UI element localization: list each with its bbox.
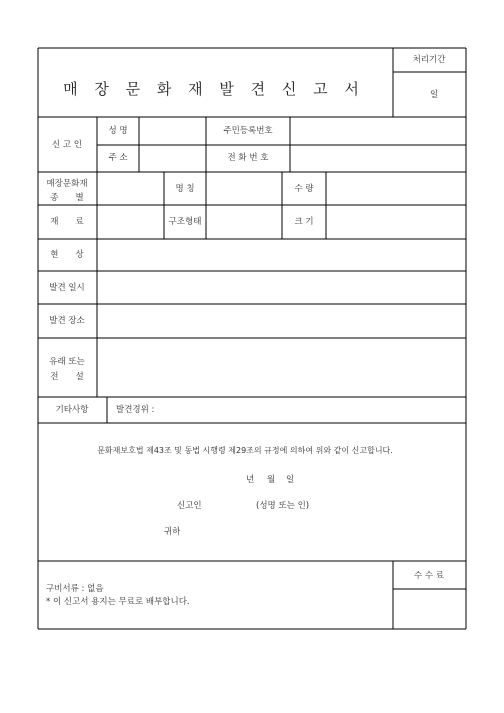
quantity-label: 수 량 — [294, 184, 314, 194]
found-date-label: 발견 일시 — [49, 283, 85, 293]
discovery-circumstances-label: 발견경위 : — [116, 405, 155, 415]
found-place-field[interactable] — [100, 305, 463, 337]
heritage-name-label: 명 칭 — [175, 184, 195, 194]
declaration-statement: 문화재보호법 제43조 및 동법 시행령 제29조의 규정에 의하여 위와 같이 신고합니다. — [97, 446, 393, 455]
size-field[interactable] — [329, 206, 463, 238]
quantity-field[interactable] — [329, 173, 463, 204]
other-notes-label: 기타사항 — [55, 405, 89, 415]
reporter-section-label: 신 고 인 — [51, 140, 83, 150]
address-field[interactable] — [142, 146, 204, 171]
heritage-name-field[interactable] — [209, 173, 280, 204]
found-place-label: 발견 장소 — [49, 316, 85, 326]
fee-field[interactable] — [396, 591, 464, 627]
date-month-label: 월 — [267, 475, 276, 485]
address-label: 주 소 — [108, 153, 128, 163]
origin-legend-label: 유래 또는 — [49, 357, 85, 367]
heritage-type-label-line2: 종 별 — [50, 193, 84, 203]
form-title: 매 장 문 화 재 발 견 신 고 서 — [63, 80, 365, 98]
phone-label: 전 화 번 호 — [227, 153, 269, 163]
found-date-field[interactable] — [100, 272, 463, 303]
discovery-circumstances-field[interactable] — [160, 398, 463, 422]
resident-id-label: 주민등록번호 — [223, 126, 273, 136]
free-distribution-note: * 이 신고서 용지는 무료로 배부합니다. — [46, 597, 190, 607]
material-label: 재 료 — [50, 217, 84, 227]
heritage-type-field[interactable] — [100, 173, 162, 204]
date-year-label: 년 — [246, 475, 255, 485]
phone-field[interactable] — [293, 146, 463, 171]
date-day-label: 일 — [286, 475, 295, 485]
reporter-sign-label: 신고인 — [177, 501, 202, 511]
fee-label: 수 수 료 — [413, 571, 445, 581]
origin-legend-field[interactable] — [100, 339, 463, 396]
recipient-label: 귀하 — [164, 527, 181, 537]
heritage-type-label: 매장문화재 — [46, 179, 88, 189]
name-field[interactable] — [142, 118, 204, 144]
size-label: 크 기 — [294, 217, 314, 227]
required-documents: 구비서류 : 없음 — [46, 584, 104, 594]
condition-label: 현 상 — [50, 250, 84, 260]
material-field[interactable] — [100, 206, 162, 238]
reporter-sign-field[interactable] — [206, 496, 252, 514]
origin-legend-label-line2: 전 설 — [50, 372, 84, 382]
processing-period-value: 일 — [430, 90, 439, 100]
processing-period-label: 처리기간 — [412, 55, 446, 65]
structure-field[interactable] — [209, 206, 280, 238]
name-label: 성 명 — [108, 126, 128, 136]
signature-hint: (성명 또는 인) — [256, 501, 310, 511]
resident-id-field[interactable] — [293, 118, 463, 144]
condition-field[interactable] — [100, 240, 463, 270]
structure-label: 구조형태 — [168, 217, 202, 227]
